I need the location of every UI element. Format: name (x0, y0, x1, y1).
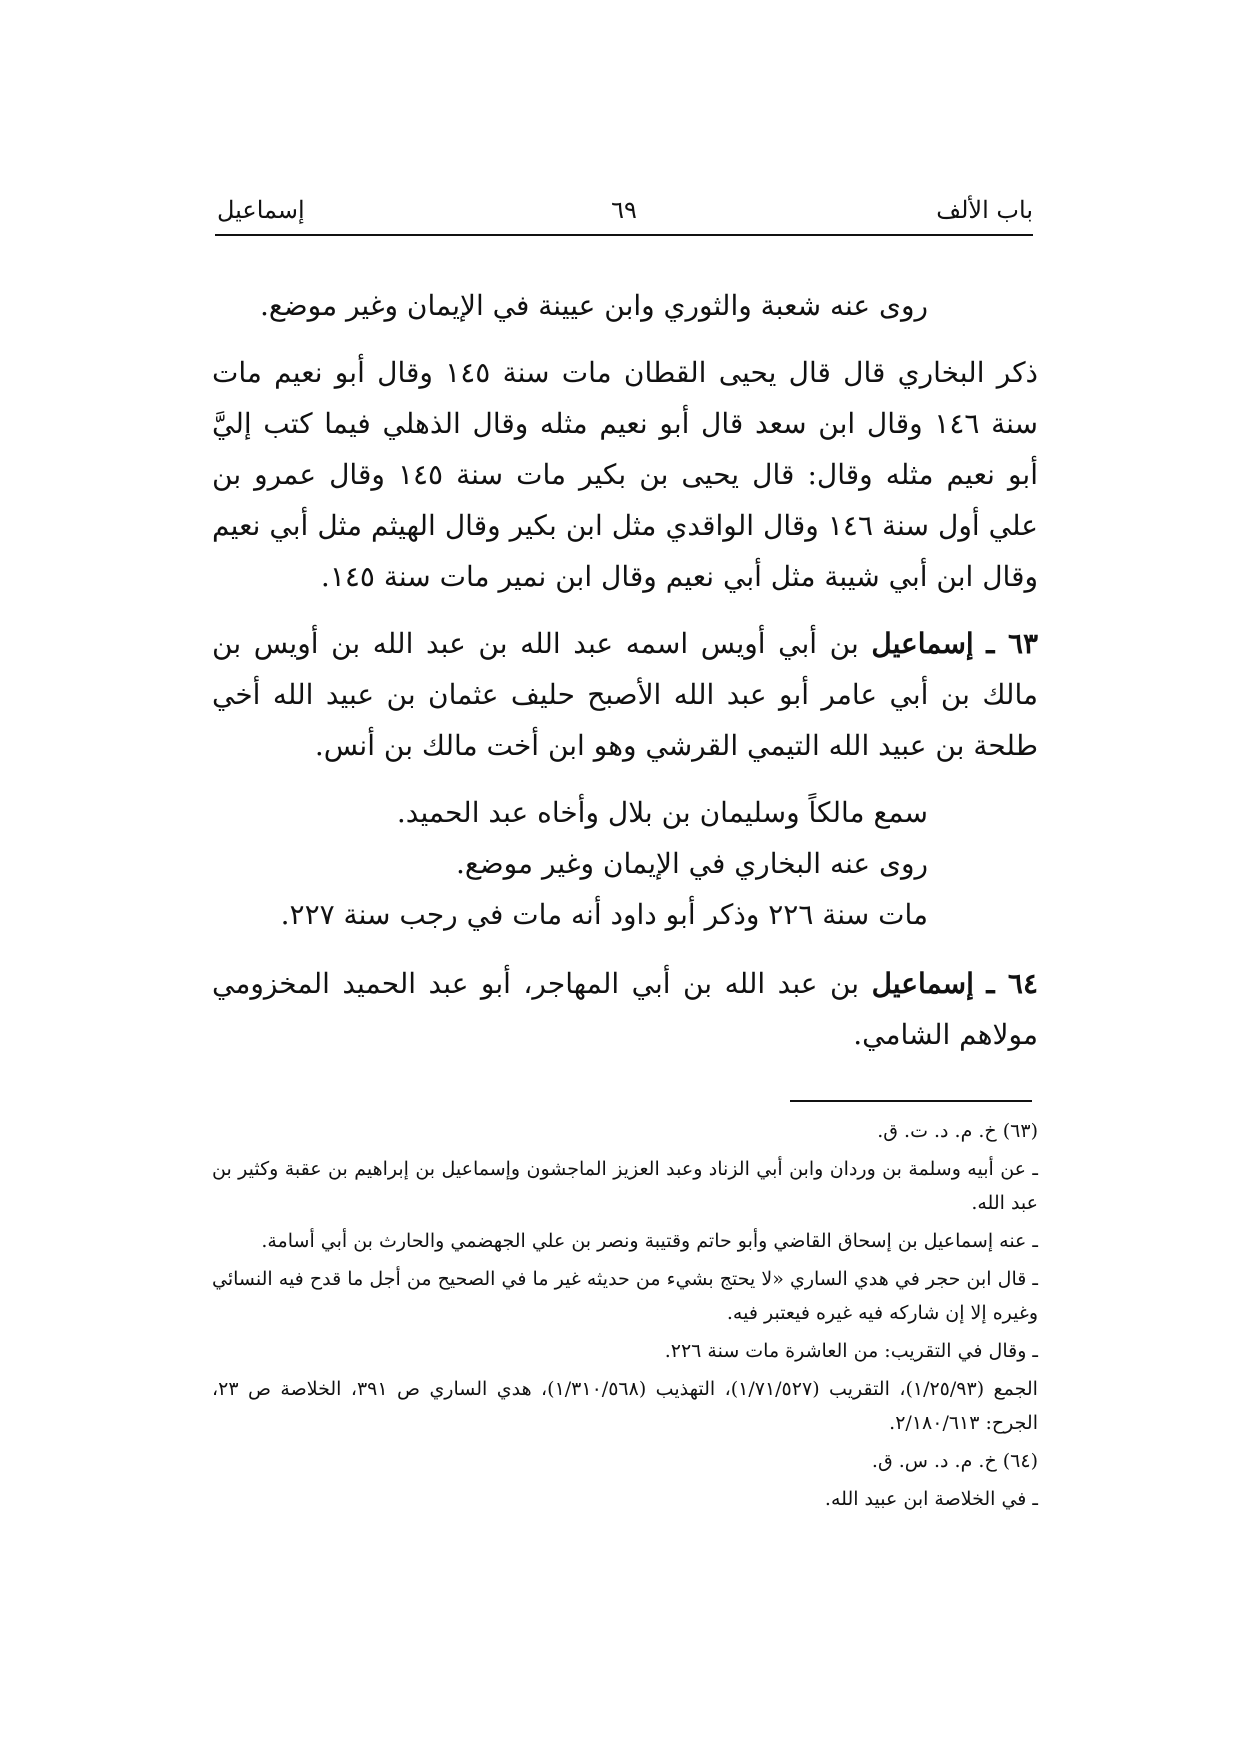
entry-text: بن أبي أويس اسمه عبد الله بن عبد الله بن أويس بن مالك بن أبي عامر أبو عبد الله الأصبح حليف عثمان بن عبيد الله أخي طلحة بن عبيد الله التيمي القرشي وهو ابن أخت مالك بن أنس. (212, 627, 1038, 762)
footnote-63-sigla: (٦٣) خ. م. د. ت. ق. (877, 1120, 1038, 1142)
entry-number: ٦٤ ـ (986, 967, 1038, 1000)
footnote-63-teachers: ـ عن أبيه وسلمة بن وردان وابن أبي الزناد وعبد العزيز الماجشون وإسماعيل بن إبراهيم بن عقبة وكثير بن عبد الله. (212, 1158, 1038, 1214)
entry-number: ٦٣ ـ (986, 627, 1039, 660)
paragraph-narrators: روى عنه شعبة والثوري وابن عيينة في الإيمان وغير موضع. (260, 289, 928, 322)
entry-63-teachers: سمع مالكاً وسليمان بن بلال وأخاه عبد الحميد. (396, 796, 928, 829)
footnote-63-taqrib: ـ وقال في التقريب: من العاشرة مات سنة ٢٢٦. (664, 1340, 1038, 1362)
entry-63-death: مات سنة ٢٢٦ وذكر أبو داود أنه مات في رجب سنة ٢٢٧. (280, 898, 928, 931)
entry-64 (212, 958, 1038, 1060)
main-text (212, 280, 1038, 1076)
paragraph-death-dates: ذكر البخاري قال قال يحيى القطان مات سنة ١٤٥ وقال أبو نعيم مات سنة ١٤٦ وقال ابن سعد قال أبو نعيم مثله وقال الذهلي فيما كتب إليَّ أبو نعيم مثله وقال: قال يحيى بن بكير مات سنة ١٤٥ وقال عمرو بن علي أول سنة ١٤٦ وقال الواقدي مثل ابن بكير وقال الهيثم مثل أبي نعيم وقال ابن أبي شيبة مثل أبي نعيم وقال ابن نمير مات سنة ١٤٥. (212, 356, 1039, 593)
footnote-63-students: ـ عنه إسماعيل بن إسحاق القاضي وأبو حاتم وقتيبة ونصر بن علي الجهضمي والحارث بن أبي أسامة. (261, 1230, 1038, 1252)
chapter-title: باب الألف (936, 196, 1033, 224)
entry-63-students: روى عنه البخاري في الإيمان وغير موضع. (456, 847, 928, 880)
footnotes (212, 1114, 1038, 1520)
entry-63 (212, 618, 1038, 771)
footnote-63-ibn-hajar: ـ قال ابن حجر في هدي الساري «لا يحتج بشيء من حديثه غير ما في الصحيح من أجل ما قدح فيه النسائي وغيره إلا إن شاركه فيه غيره فيعتبر فيه. (212, 1268, 1038, 1324)
entry-title: إسماعيل (217, 196, 305, 224)
footnote-63-references: الجمع (١/٢٥/٩٣)، التقريب (١/٧١/٥٢٧)، التهذيب (١/٣١٠/٥٦٨)، هدي الساري ص ٣٩١، الخلاصة ص ٢٣، الجرح: ٢/١٨٠/٦١٣. (212, 1378, 1038, 1434)
running-header (215, 190, 1033, 236)
footnote-64-sigla: (٦٤) خ. م. د. س. ق. (871, 1450, 1038, 1472)
footnote-64-note: ـ في الخلاصة ابن عبيد الله. (824, 1488, 1038, 1510)
page-number: ٦٩ (611, 196, 637, 224)
entry-text: بن عبد الله بن أبي المهاجر، أبو عبد الحميد المخزومي مولاهم الشامي. (212, 967, 1038, 1051)
footnote-separator (790, 1100, 1032, 1102)
entry-name: إسماعيل (871, 967, 974, 1000)
entry-name: إسماعيل (871, 627, 974, 660)
